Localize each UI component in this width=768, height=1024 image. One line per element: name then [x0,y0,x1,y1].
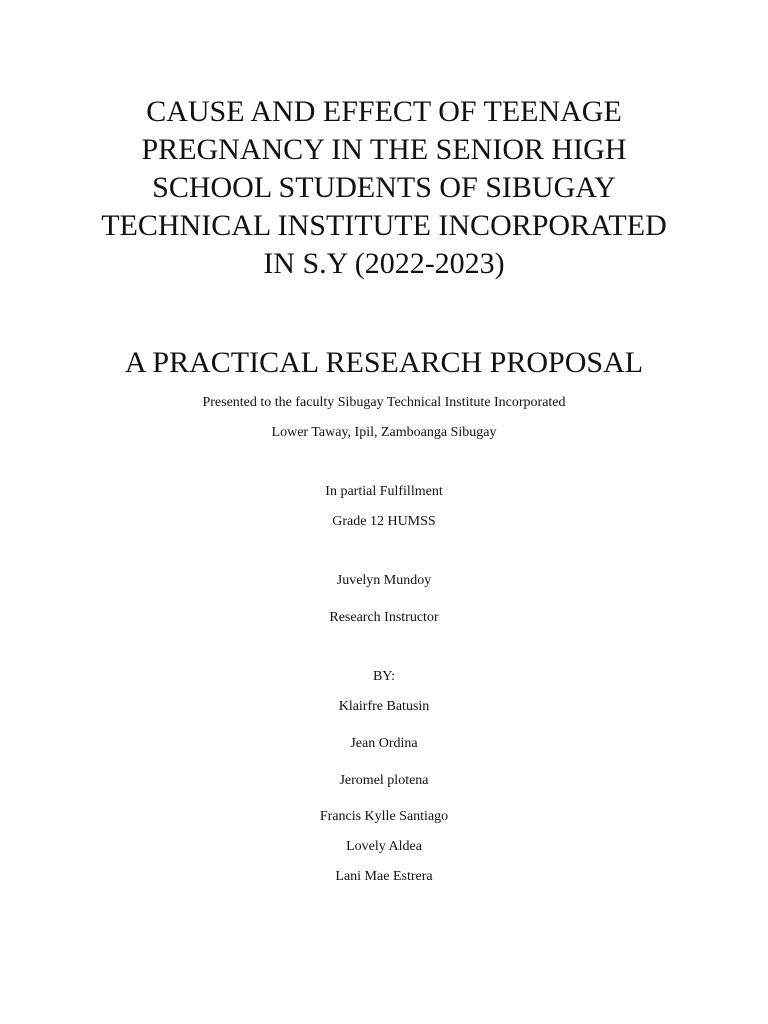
title-line: TECHNICAL INSTITUTE INCORPORATED [101,209,667,242]
by-label: BY: [372,669,396,684]
document-title [0,93,768,283]
title-line: PREGNANCY IN THE SENIOR HIGH [141,133,627,166]
author-name: Francis Kylle Santiago [319,809,449,824]
instructor-name: Juvelyn Mundoy [336,573,432,588]
author-name: Klairfre Batusin [338,699,430,714]
address-text: Lower Taway, Ipil, Zamboanga Sibugay [271,425,497,440]
presented-to-text: Presented to the faculty Sibugay Technical Institute Incorporated [202,395,566,410]
title-line: IN S.Y (2022-2023) [263,247,505,280]
author-name: Lovely Aldea [346,839,422,854]
fulfillment-text: In partial Fulfillment [325,484,443,499]
title-line: SCHOOL STUDENTS OF SIBUGAY [152,171,616,204]
author-name: Jeromel plotena [339,773,429,788]
grade-text: Grade 12 HUMSS [332,514,436,529]
title-line: CAUSE AND EFFECT OF TEENAGE [146,95,622,128]
instructor-role: Research Instructor [329,610,439,625]
author-name: Jean Ordina [350,736,418,751]
author-name: Lani Mae Estrera [335,869,433,884]
document-subtitle: A PRACTICAL RESEARCH PROPOSAL [124,346,644,379]
